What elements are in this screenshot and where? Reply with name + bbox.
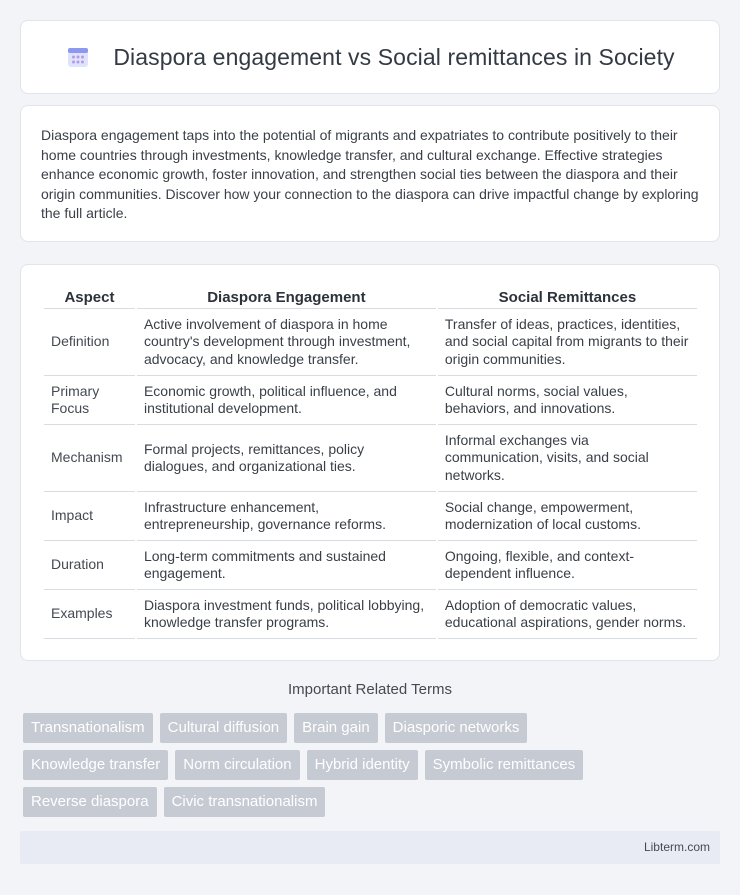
table-row xyxy=(44,541,697,590)
related-terms-list xyxy=(23,713,723,824)
table-row xyxy=(44,376,697,425)
page-title: Diaspora engagement vs Social remittances in Society xyxy=(113,43,675,70)
table-row xyxy=(44,425,697,492)
tag-transnationalism[interactable]: Transnationalism xyxy=(23,713,153,743)
tag-cultural-diffusion[interactable]: Cultural diffusion xyxy=(160,713,287,743)
row-social-remittances: Ongoing, flexible, and context-dependent influence. xyxy=(438,541,697,590)
row-aspect: Examples xyxy=(44,590,135,639)
tag-diasporic-networks[interactable]: Diasporic networks xyxy=(385,713,528,743)
tag-hybrid-identity[interactable]: Hybrid identity xyxy=(307,750,418,780)
comparison-table-card xyxy=(20,264,720,661)
related-terms-title: Important Related Terms xyxy=(288,681,452,698)
row-diaspora-engagement: Infrastructure enhancement, entrepreneurship, governance reforms. xyxy=(137,492,436,541)
tag-row xyxy=(23,750,723,780)
intro-text: Diaspora engagement taps into the potential of migrants and expatriates to contribute positively to their home countries through investments, knowledge transfer, and cultural exchange. Effective strategies enhance economic growth, foster innovation, and strengthen social ties between the diaspora and their origin communities. Discover how your connection to the diaspora can drive impactful change by exploring the full article. xyxy=(41,127,699,221)
row-aspect: Definition xyxy=(44,309,135,376)
row-social-remittances: Informal exchanges via communication, visits, and social networks. xyxy=(438,425,697,492)
tag-norm-circulation[interactable]: Norm circulation xyxy=(175,750,299,780)
row-aspect: Primary Focus xyxy=(44,376,135,425)
header-diaspora-engagement: Diaspora Engagement xyxy=(137,287,436,309)
row-aspect: Impact xyxy=(44,492,135,541)
table-row xyxy=(44,590,697,639)
tag-brain-gain[interactable]: Brain gain xyxy=(294,713,378,743)
header-aspect: Aspect xyxy=(44,287,135,309)
row-social-remittances: Cultural norms, social values, behaviors, and innovations. xyxy=(438,376,697,425)
header-card xyxy=(20,20,720,94)
row-diaspora-engagement: Formal projects, remittances, policy dialogues, and organizational ties. xyxy=(137,425,436,492)
row-aspect: Mechanism xyxy=(44,425,135,492)
tag-knowledge-transfer[interactable]: Knowledge transfer xyxy=(23,750,168,780)
row-diaspora-engagement: Economic growth, political influence, and institutional development. xyxy=(137,376,436,425)
row-diaspora-engagement: Active involvement of diaspora in home country's development through investment, advocacy, and knowledge transfer. xyxy=(137,309,436,376)
row-diaspora-engagement: Diaspora investment funds, political lobbying, knowledge transfer programs. xyxy=(137,590,436,639)
row-social-remittances: Adoption of democratic values, educational aspirations, gender norms. xyxy=(438,590,697,639)
footer xyxy=(20,831,720,864)
row-aspect: Duration xyxy=(44,541,135,590)
tag-reverse-diaspora[interactable]: Reverse diaspora xyxy=(23,787,157,817)
tag-row xyxy=(23,787,723,817)
table-header-row xyxy=(44,287,697,309)
intro-card xyxy=(20,105,720,242)
row-social-remittances: Social change, empowerment, modernization of local customs. xyxy=(438,492,697,541)
row-diaspora-engagement: Long-term commitments and sustained engagement. xyxy=(137,541,436,590)
tag-symbolic-remittances[interactable]: Symbolic remittances xyxy=(425,750,584,780)
tag-row xyxy=(23,713,723,743)
table-row xyxy=(44,492,697,541)
footer-site-link[interactable]: Libterm.com xyxy=(643,840,710,854)
calendar-grid-icon xyxy=(65,44,91,70)
header-social-remittances: Social Remittances xyxy=(438,287,697,309)
table-row xyxy=(44,309,697,376)
tag-civic-transnationalism[interactable]: Civic transnationalism xyxy=(164,787,326,817)
row-social-remittances: Transfer of ideas, practices, identities, and social capital from migrants to their origin communities. xyxy=(438,309,697,376)
comparison-table xyxy=(42,287,699,639)
